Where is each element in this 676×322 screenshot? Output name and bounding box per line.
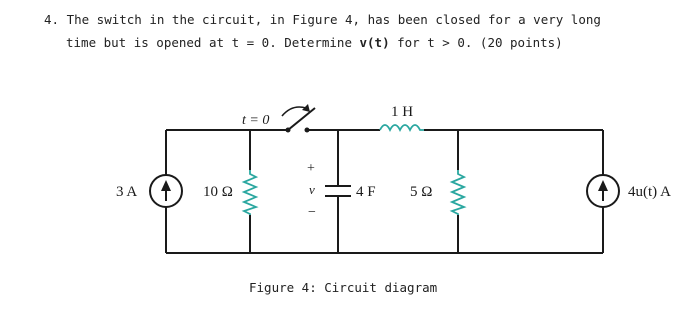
- switch-contact-right: [305, 128, 310, 133]
- switch-blade: [288, 108, 315, 130]
- switch-motion-arc: [282, 107, 306, 116]
- label-current-source-left: 3 A: [116, 184, 138, 200]
- label-resistor-10-ohm: 10 Ω: [203, 184, 233, 200]
- label-current-source-right: 4u(t) A: [628, 184, 671, 200]
- label-switch-time: t = 0: [242, 113, 270, 128]
- resistor-5-ohm: [452, 170, 464, 215]
- voltage-minus-sign: −: [308, 205, 316, 220]
- voltage-plus-sign: +: [307, 161, 315, 176]
- capacitor-4-farad: [325, 186, 351, 196]
- problem-variable-v: v(t): [359, 35, 390, 50]
- problem-line-2-start: time but is opened at t = 0. Determine: [66, 35, 360, 50]
- problem-line-1: 4. The switch in the circuit, in Figure 4, has been closed for a very long: [44, 12, 601, 27]
- problem-line-2-end: for t > 0. (20 points): [389, 35, 563, 50]
- switch: [282, 104, 315, 133]
- figure-caption: Figure 4: Circuit diagram: [249, 280, 438, 295]
- label-capacitor: 4 F: [356, 184, 376, 200]
- resistor-10-ohm: [244, 170, 256, 215]
- voltage-variable: v: [309, 182, 315, 197]
- current-source-right: [587, 175, 619, 207]
- current-source-left: [150, 175, 182, 207]
- inductor-1-henry: [380, 125, 424, 130]
- label-resistor-5-ohm: 5 Ω: [410, 184, 433, 200]
- label-inductor: 1 H: [391, 104, 414, 120]
